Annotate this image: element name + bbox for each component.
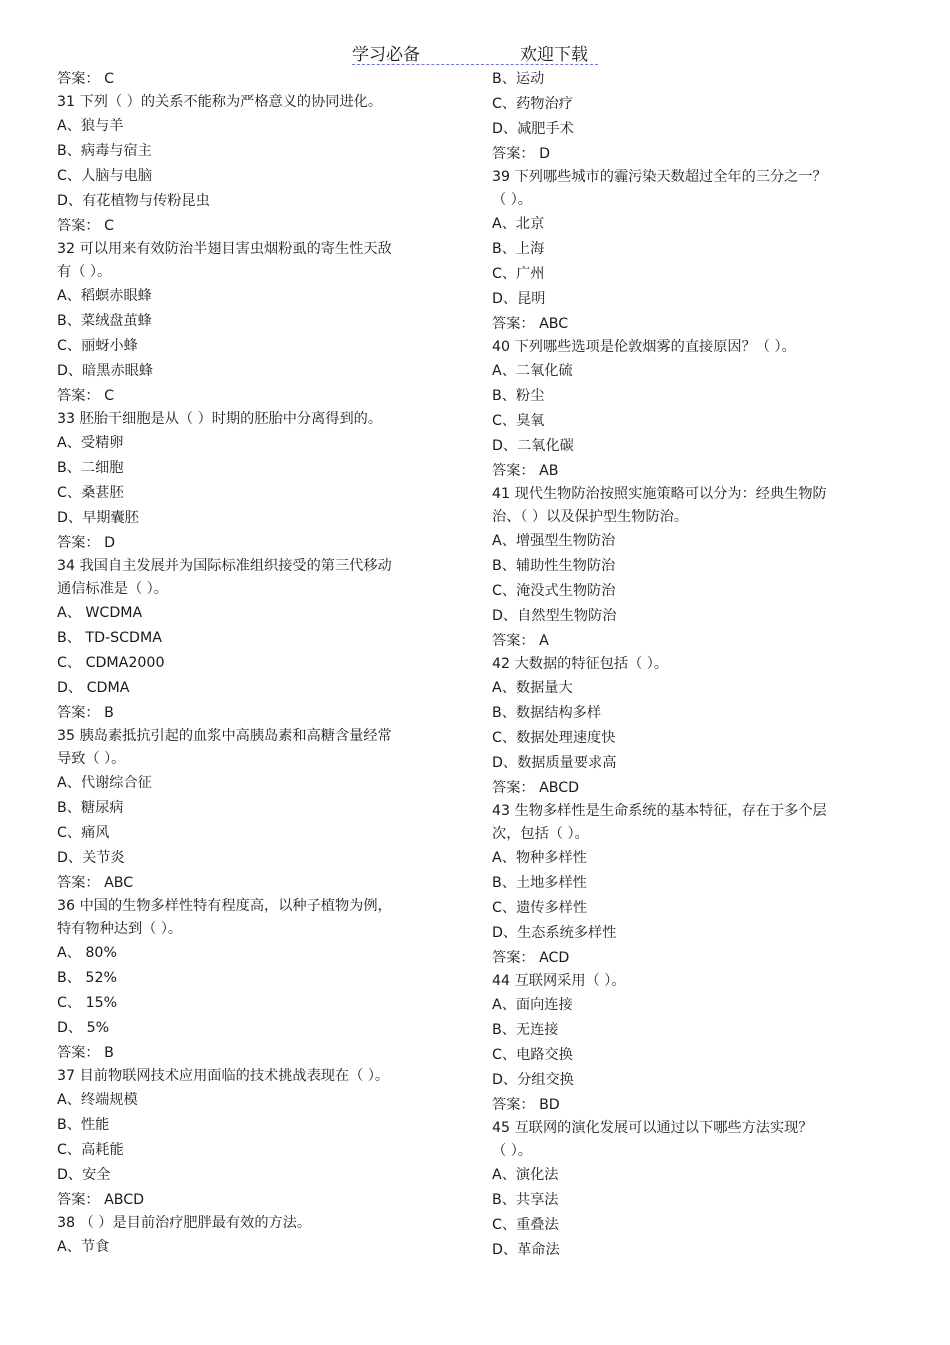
answer-line: 答案： B [57, 705, 114, 721]
option-line: D、革命法 [492, 1242, 560, 1258]
option-line: D、昆明 [492, 291, 546, 307]
option-line: C、广州 [492, 266, 545, 282]
option-line: C、遗传多样性 [492, 900, 588, 916]
question-line: 44 互联网采用（ ）。 [492, 973, 626, 989]
option-line: C、 15% [57, 995, 118, 1011]
option-line: B、土地多样性 [492, 875, 587, 891]
option-line: D、分组交换 [492, 1072, 574, 1088]
answer-line: 答案： C [57, 218, 114, 234]
option-line: D、安全 [57, 1167, 111, 1183]
option-line: D、早期囊胚 [57, 510, 139, 526]
option-line: C、数据处理速度快 [492, 730, 616, 746]
answer-line: 答案： D [57, 535, 115, 551]
question-line: （ ）。 [492, 1143, 532, 1159]
option-line: B、病毒与宿主 [57, 143, 152, 159]
option-line: D、 CDMA [57, 680, 130, 696]
answer-line: 答案： ABCD [492, 780, 580, 796]
option-line: D、减肥手术 [492, 121, 574, 137]
option-line: D、数据质量要求高 [492, 755, 617, 771]
answer-line: 答案： D [492, 146, 550, 162]
option-line: C、丽蚜小蜂 [57, 338, 138, 354]
option-line: C、桑葚胚 [57, 485, 124, 501]
option-line: B、 TD-SCDMA [57, 630, 162, 646]
question-line: 32 可以用来有效防治半翅目害虫烟粉虱的寄生性天敌 [57, 241, 392, 257]
answer-line: 答案： ABC [492, 316, 569, 332]
option-line: D、生态系统多样性 [492, 925, 617, 941]
option-line: B、性能 [57, 1117, 110, 1133]
question-line: （ ）。 [492, 192, 532, 208]
left-column [57, 67, 452, 1260]
option-line: B、数据结构多样 [492, 705, 602, 721]
question-line: 通信标准是（ ）。 [57, 581, 168, 597]
option-line: A、物种多样性 [492, 850, 587, 866]
right-column [492, 67, 852, 1263]
option-line: B、菜绒盘茧蜂 [57, 313, 152, 329]
question-line: 次，包括（ ）。 [492, 826, 589, 842]
page-header [352, 40, 598, 65]
question-line: 42 大数据的特征包括（ ）。 [492, 656, 669, 672]
answer-line: 答案： ABC [57, 875, 134, 891]
option-line: A、终端规模 [57, 1092, 138, 1108]
option-line: D、有花植物与传粉昆虫 [57, 193, 210, 209]
answer-line: 答案： ABCD [57, 1192, 145, 1208]
answer-line: 答案： C [57, 388, 114, 404]
option-line: D、暗黑赤眼蜂 [57, 363, 154, 379]
question-line: 39 下列哪些城市的霾污染天数超过全年的三分之一？ [492, 169, 827, 185]
option-line: B、运动 [492, 71, 545, 87]
question-line: 37 目前物联网技术应用面临的技术挑战表现在（ ）。 [57, 1068, 390, 1084]
option-line: A、 WCDMA [57, 605, 143, 621]
option-line: A、受精卵 [57, 435, 124, 451]
question-line: 35 胰岛素抵抗引起的血浆中高胰岛素和高糖含量经常 [57, 728, 392, 744]
question-line: 特有物种达到（ ）。 [57, 921, 183, 937]
question-line: 38 （ ）是目前治疗肥胖最有效的方法。 [57, 1215, 312, 1231]
answer-line: 答案： B [57, 1045, 114, 1061]
question-line: 45 互联网的演化发展可以通过以下哪些方法实现？ [492, 1120, 813, 1136]
question-line: 40 下列哪些选项是伦敦烟雾的直接原因？（ ）。 [492, 339, 796, 355]
option-line: B、粉尘 [492, 388, 545, 404]
option-line: C、电路交换 [492, 1047, 573, 1063]
answer-line: 答案： AB [492, 463, 559, 479]
option-line: B、共享法 [492, 1192, 559, 1208]
question-line: 41 现代生物防治按照实施策略可以分为：经典生物防 [492, 486, 827, 502]
option-line: A、面向连接 [492, 997, 573, 1013]
option-line: C、臭氧 [492, 413, 545, 429]
option-line: D、 5% [57, 1020, 110, 1036]
option-line: C、痛风 [57, 825, 110, 841]
option-line: B、二细胞 [57, 460, 124, 476]
question-line: 36 中国的生物多样性特有程度高，以种子植物为例， [57, 898, 392, 914]
question-line: 治、（ ）以及保护型生物防治。 [492, 509, 689, 525]
option-line: A、 80% [57, 945, 117, 961]
option-line: C、高耗能 [57, 1142, 124, 1158]
option-line: A、数据量大 [492, 680, 573, 696]
answer-line: 答案： A [492, 633, 549, 649]
option-line: D、关节炎 [57, 850, 125, 866]
question-line: 有（ ）。 [57, 264, 112, 280]
header-right-text: 欢迎下载 [520, 45, 588, 65]
option-line: A、节食 [57, 1239, 110, 1255]
option-line: C、重叠法 [492, 1217, 559, 1233]
question-line: 31 下列（ ）的关系不能称为严格意义的协同进化。 [57, 94, 383, 110]
option-line: B、 52% [57, 970, 117, 986]
option-line: D、自然型生物防治 [492, 608, 617, 624]
option-line: A、二氧化硫 [492, 363, 573, 379]
option-line: B、糖尿病 [57, 800, 124, 816]
question-line: 43 生物多样性是生命系统的基本特征，存在于多个层 [492, 803, 827, 819]
option-line: C、人脑与电脑 [57, 168, 153, 184]
option-line: A、演化法 [492, 1167, 559, 1183]
option-line: A、增强型生物防治 [492, 533, 616, 549]
answer-line: 答案： BD [492, 1097, 560, 1113]
question-line: 33 胚胎干细胞是从（ ）时期的胚胎中分离得到的。 [57, 411, 383, 427]
question-line: 导致（ ）。 [57, 751, 126, 767]
option-line: B、无连接 [492, 1022, 559, 1038]
option-line: C、淹没式生物防治 [492, 583, 616, 599]
option-line: D、二氧化碳 [492, 438, 574, 454]
option-line: A、狼与羊 [57, 118, 124, 134]
answer-line: 答案： ACD [492, 950, 570, 966]
answer-line: 答案： C [57, 71, 114, 87]
option-line: A、稻螟赤眼蜂 [57, 288, 152, 304]
option-line: C、药物治疗 [492, 96, 573, 112]
header-left-text: 学习必备 [352, 45, 420, 65]
option-line: A、北京 [492, 216, 545, 232]
question-line: 34 我国自主发展并为国际标准组织接受的第三代移动 [57, 558, 392, 574]
option-line: B、上海 [492, 241, 545, 257]
option-line: C、 CDMA2000 [57, 655, 165, 671]
option-line: B、辅助性生物防治 [492, 558, 616, 574]
option-line: A、代谢综合征 [57, 775, 152, 791]
